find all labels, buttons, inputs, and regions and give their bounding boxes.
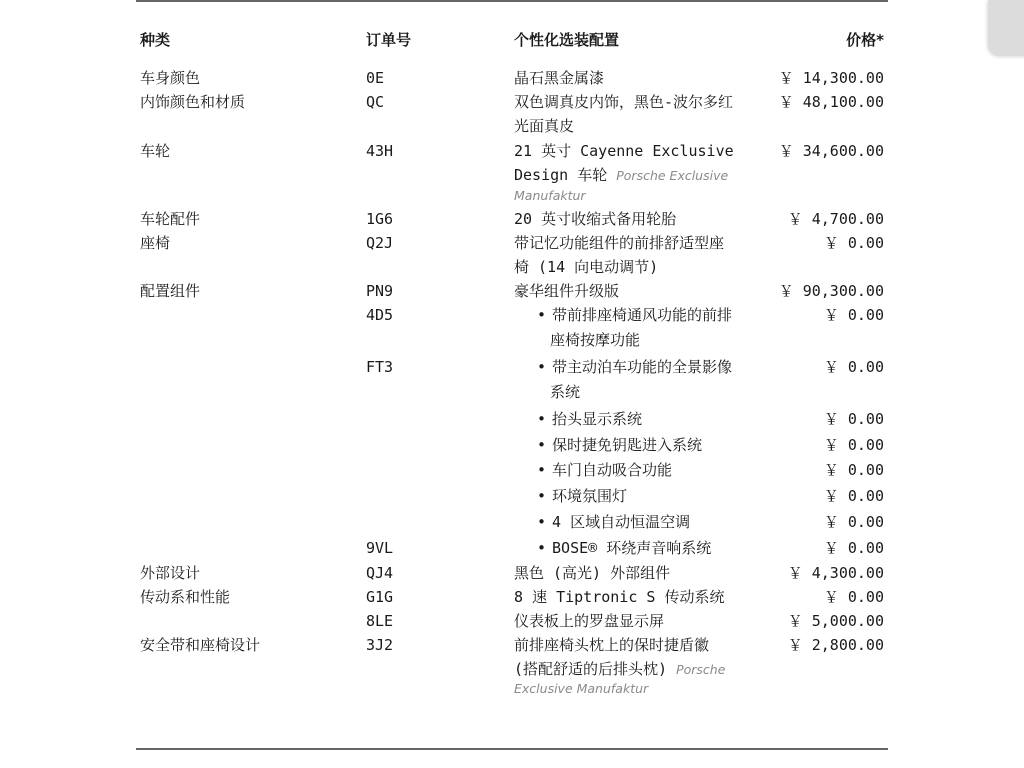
row-price: ￥ 14,300.00	[778, 69, 884, 87]
row-description: 仪表板上的罗盘显示屏	[514, 612, 665, 630]
row-category: 车轮	[140, 142, 171, 160]
row-description: 带记忆功能组件的前排舒适型座	[514, 234, 725, 252]
row-description-cont: 椅 (14 向电动调节)	[514, 258, 659, 276]
row-price: ￥ 34,600.00	[778, 142, 884, 160]
sub-item-text: 带主动泊车功能的全景影像	[552, 358, 733, 376]
row-category: 座椅	[140, 234, 171, 252]
sub-item-text: 车门自动吸合功能	[552, 461, 673, 479]
sub-item	[537, 484, 627, 508]
row-price: ￥ 4,700.00	[787, 210, 884, 228]
row-price: ￥ 0.00	[823, 358, 884, 376]
row-code: FT3	[366, 358, 394, 376]
row-description-cont	[514, 163, 728, 187]
row-code: Q2J	[366, 234, 394, 252]
row-description: 20 英寸收缩式备用轮胎	[514, 210, 677, 228]
top-rule	[136, 0, 888, 2]
row-code: QC	[366, 93, 385, 111]
header-category: 种类	[140, 31, 171, 49]
row-description-cont	[514, 657, 725, 681]
row-price: ￥ 4,300.00	[787, 564, 884, 582]
row-description: 前排座椅头枕上的保时捷盾徽	[514, 636, 710, 654]
row-description-cont: 光面真皮	[514, 117, 575, 135]
bullet-icon: •	[537, 436, 547, 454]
sub-item-text: 4 区域自动恒温空调	[552, 513, 691, 531]
row-code: 3J2	[366, 636, 394, 654]
row-price: ￥ 48,100.00	[778, 93, 884, 111]
row-description: 黑色 (高光) 外部组件	[514, 564, 671, 582]
row-price: ￥ 0.00	[823, 234, 884, 252]
sub-item-text: BOSE® 环绕声音响系统	[552, 539, 712, 557]
row-description: 双色调真皮内饰，黑色-波尔多红	[514, 93, 734, 111]
row-note: Porsche Exclusive	[616, 168, 729, 183]
sub-item-text: 保时捷免钥匙进入系统	[552, 436, 703, 454]
row-price: ￥ 0.00	[823, 306, 884, 324]
sub-item	[537, 433, 702, 457]
row-description: 晶石黑金属漆	[514, 69, 605, 87]
row-description: 8 速 Tiptronic S 传动系统	[514, 588, 725, 606]
bullet-icon: •	[537, 410, 547, 428]
row-code: 4D5	[366, 306, 394, 324]
row-code: 8LE	[366, 612, 394, 630]
row-price: ￥ 0.00	[823, 539, 884, 557]
row-description-text: Design 车轮	[514, 166, 608, 184]
header-options: 个性化选装配置	[514, 31, 620, 49]
row-code: 0E	[366, 69, 385, 87]
row-note-cont: Manufaktur	[514, 188, 586, 203]
page-tab[interactable]	[988, 0, 1024, 56]
sub-item-text: 抬头显示系统	[552, 410, 643, 428]
bullet-icon: •	[537, 358, 547, 376]
row-note-cont: Exclusive Manufaktur	[514, 681, 649, 696]
row-description: 21 英寸 Cayenne Exclusive	[514, 142, 734, 160]
row-price: ￥ 0.00	[823, 588, 884, 606]
sub-item	[537, 536, 711, 560]
header-order-code: 订单号	[366, 31, 412, 49]
bullet-icon: •	[537, 487, 547, 505]
row-code: 9VL	[366, 539, 394, 557]
row-category: 车身颜色	[140, 69, 201, 87]
row-category: 外部设计	[140, 564, 201, 582]
row-category: 配置组件	[140, 282, 201, 300]
row-price: ￥ 0.00	[823, 410, 884, 428]
row-price: ￥ 2,800.00	[787, 636, 884, 654]
row-code: 43H	[366, 142, 394, 160]
sub-item	[537, 458, 672, 482]
row-code: G1G	[366, 588, 394, 606]
bottom-rule	[136, 748, 888, 750]
sub-item-text: 带前排座椅通风功能的前排	[552, 306, 733, 324]
row-price: ￥ 0.00	[823, 513, 884, 531]
sub-item-cont: 座椅按摩功能	[550, 331, 641, 349]
sub-item-text: 环境氛围灯	[552, 487, 628, 505]
sub-item	[537, 355, 732, 379]
sub-item	[537, 510, 690, 534]
sub-item	[537, 303, 732, 327]
row-category: 内饰颜色和材质	[140, 93, 246, 111]
row-code: 1G6	[366, 210, 394, 228]
row-code: QJ4	[366, 564, 394, 582]
row-note: Porsche	[676, 662, 726, 677]
bullet-icon: •	[537, 306, 547, 324]
header-price: 价格*	[846, 31, 884, 49]
bullet-icon: •	[537, 461, 547, 479]
row-category: 安全带和座椅设计	[140, 636, 261, 654]
row-price: ￥ 0.00	[823, 487, 884, 505]
bullet-icon: •	[537, 539, 547, 557]
row-description: 豪华组件升级版	[514, 282, 620, 300]
row-description-text: (搭配舒适的后排头枕)	[514, 660, 668, 678]
row-price: ￥ 0.00	[823, 461, 884, 479]
bullet-icon: •	[537, 513, 547, 531]
row-price: ￥ 5,000.00	[787, 612, 884, 630]
row-code: PN9	[366, 282, 394, 300]
row-price: ￥ 90,300.00	[778, 282, 884, 300]
row-category: 车轮配件	[140, 210, 201, 228]
sub-item-cont: 系统	[550, 383, 581, 401]
row-category: 传动系和性能	[140, 588, 231, 606]
sub-item	[537, 407, 642, 431]
row-price: ￥ 0.00	[823, 436, 884, 454]
